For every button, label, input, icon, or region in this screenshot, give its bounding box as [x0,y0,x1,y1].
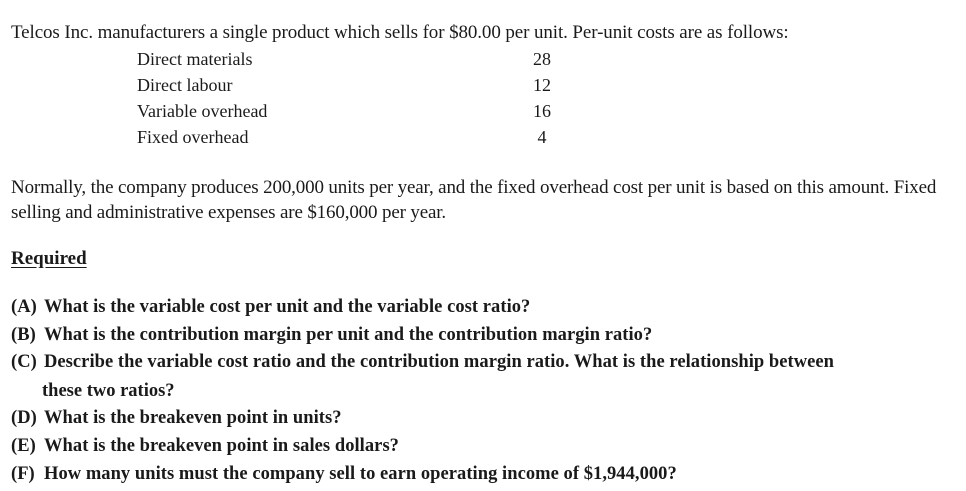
question-text: How many units must the company sell to earn operating income of $1,944,000? [44,464,677,484]
cost-value: 16 [533,101,551,121]
question-letter: (E) [11,436,36,456]
question-b [11,324,652,346]
question-text: Describe the variable cost ratio and the contribution margin ratio. What is the relationship between [44,352,835,372]
question-a [11,296,530,318]
question-c-continuation: these two ratios? [42,381,175,401]
cost-label: Variable overhead [137,101,268,121]
question-text: What is the breakeven point in sales dollars? [44,436,399,456]
cost-row-fixed-overhead [137,126,557,152]
per-unit-cost-table [137,48,557,152]
question-d [11,407,342,429]
cost-label: Direct materials [137,49,253,69]
cost-value: 12 [533,75,551,95]
question-letter: (B) [11,325,36,345]
question-f [11,463,677,485]
question-letter: (A) [11,297,37,317]
question-letter: (D) [11,408,37,428]
intro-text: Telcos Inc. manufacturers a single product which sells for $80.00 per unit. Per-unit costs are as follows: [11,22,789,43]
question-c [11,351,834,373]
question-text: What is the contribution margin per unit and the contribution margin ratio? [44,325,653,345]
question-letter: (F) [11,464,35,484]
cost-label: Direct labour [137,75,233,95]
description-paragraph: Normally, the company produces 200,000 units per year, and the fixed overhead cost per unit is based on this amount. Fixed selling and administrative expenses are $160,000 per year. [11,177,937,223]
cost-row-variable-overhead [137,100,557,126]
question-text: What is the breakeven point in units? [44,408,342,428]
cost-value: 28 [533,49,551,69]
cost-row-direct-materials [137,48,557,74]
required-heading: Required [11,248,87,269]
question-text: What is the variable cost per unit and the variable cost ratio? [44,297,531,317]
cost-label: Fixed overhead [137,127,249,147]
question-e [11,435,399,457]
question-letter: (C) [11,352,37,372]
cost-value: 4 [537,127,547,147]
cost-row-direct-labour [137,74,557,100]
